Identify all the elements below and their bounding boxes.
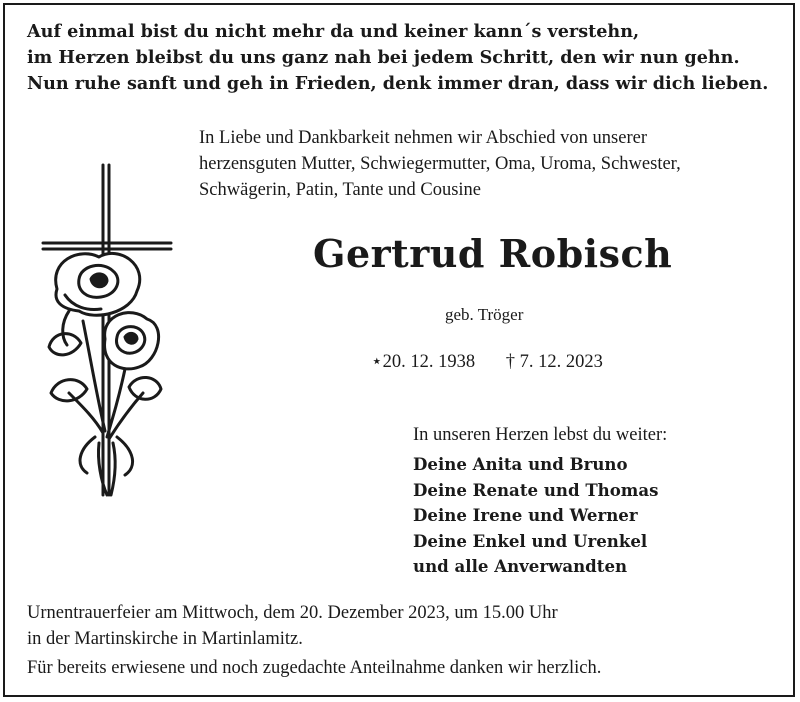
birth-date: ⋆20. 12. 1938: [371, 352, 476, 372]
survivor-entry: und alle Anverwandten: [413, 556, 628, 576]
service-line: in der Martinskirche in Martinlamitz.: [27, 629, 303, 649]
maiden-name: geb. Tröger: [445, 305, 524, 324]
poem: [27, 19, 787, 97]
thanks-note: Für bereits erwiesene und noch zugedachte Anteilnahme danken wir herzlich.: [27, 658, 602, 678]
intro-line: Schwägerin, Patin, Tante und Cousine: [199, 180, 481, 200]
survivors-lead: In unseren Herzen lebst du weiter:: [413, 425, 668, 445]
survivor-entry: Deine Enkel und Urenkel: [413, 530, 648, 551]
service-line: Urnentrauerfeier am Mittwoch, dem 20. Dezember 2023, um 15.00 Uhr: [27, 603, 558, 623]
intro-line: herzensguten Mutter, Schwiegermutter, Oma, Uroma, Schwester,: [199, 154, 681, 174]
poem-line: Auf einmal bist du nicht mehr da und keiner kann´s verstehn,: [27, 21, 640, 42]
obituary-notice: [3, 3, 795, 697]
funeral-details: [27, 600, 787, 681]
farewell-intro: [199, 125, 779, 203]
life-dates: [371, 351, 603, 373]
survivors: [413, 422, 783, 580]
survivor-entry: Deine Renate und Thomas: [413, 479, 659, 500]
survivor-entry: Deine Irene und Werner: [413, 505, 638, 525]
poem-line: im Herzen bleibst du uns ganz nah bei jedem Schritt, den wir nun gehn.: [27, 47, 740, 68]
deceased-name: Gertrud Robisch: [313, 231, 673, 276]
intro-line: In Liebe und Dankbarkeit nehmen wir Abschied von unserer: [199, 128, 647, 148]
survivor-entry: Deine Anita und Bruno: [413, 454, 628, 474]
death-date: † 7. 12. 2023: [505, 352, 603, 372]
poem-line: Nun ruhe sanft und geh in Frieden, denk immer dran, dass wir dich lieben.: [27, 73, 769, 94]
cross-with-roses-icon: [39, 161, 179, 501]
